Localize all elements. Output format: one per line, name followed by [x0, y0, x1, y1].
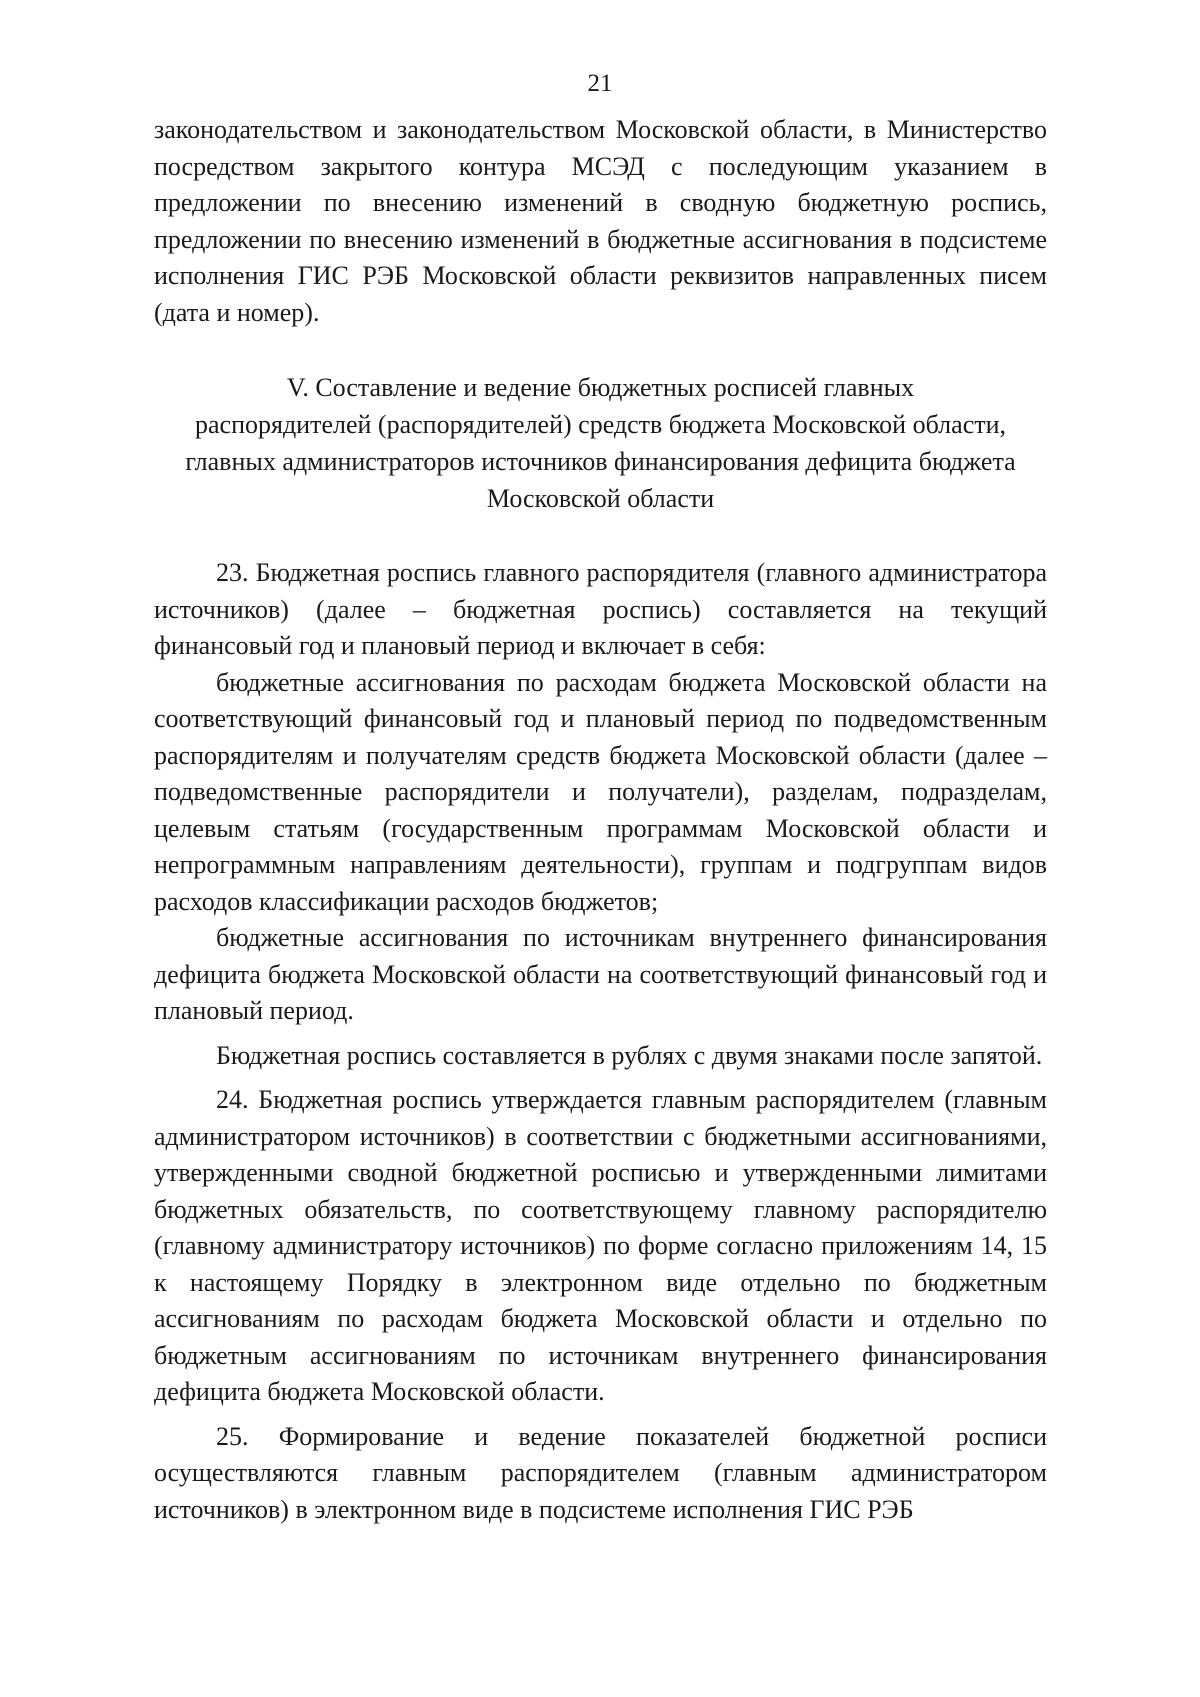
- intro-paragraph: законодательством и законодательством Московской области, в Министерство посредством закрытого контура МСЭД с последующим указанием в предложении по внесению изменений в сводную бюджетную роспись, предложении по внесению изменений в бюджетные ассигнования в подсистеме исполнения ГИС РЭБ Московской области реквизитов направленных писем (дата и номер).: [154, 115, 1047, 327]
- paragraph-23-expenses: бюджетные ассигнования по расходам бюджета Московской области на соответствующий финансовый год и плановый период по подведомственным распорядителям и получателям средств бюджета Московской области (далее – подведомственные распорядители и получатели), разделам, подразделам, целевым статьям (государственным программам Московской области и непрограммным направлениям деятельности), группам и подгруппам видов расходов классификации расходов бюджетов;: [154, 667, 1047, 916]
- document-body: [154, 112, 1047, 1528]
- paragraph-23: 23. Бюджетная роспись главного распорядителя (главного администратора источников) (далее – бюджетная роспись) составляется на текущий финансовый год и плановый период и включает в себя:: [154, 558, 1047, 660]
- paragraph-23-sources: бюджетные ассигнования по источникам внутреннего финансирования дефицита бюджета Московской области на соответствующий финансовый год и плановый период.: [154, 923, 1047, 1025]
- section-heading: [154, 369, 1047, 517]
- section-heading-line-4: Московской области: [486, 484, 715, 513]
- section-heading-line-2: распорядителей (распорядителей) средств бюджета Московской области,: [194, 410, 1007, 439]
- paragraph-24: 24. Бюджетная роспись утверждается главным распорядителем (главным администратором источников) в соответствии с бюджетными ассигнованиями, утвержденными сводной бюджетной росписью и утвержденными лимитами бюджетных обязательств, по соответствующему главному распорядителю (главному администратору источников) по форме согласно приложениям 14, 15 к настоящему Порядку в электронном виде отдельно по бюджетным ассигнованиям по расходам бюджета Московской области и отдельно по бюджетным ассигнованиям по источникам внутреннего финансирования дефицита бюджета Московской области.: [154, 1085, 1047, 1406]
- section-heading-line-1: V. Составление и ведение бюджетных росписей главных: [286, 373, 915, 402]
- paragraph-25: 25. Формирование и ведение показателей бюджетной росписи осуществляются главным распорядителем (главным администратором источников) в электронном виде в подсистеме исполнения ГИС РЭБ: [154, 1421, 1047, 1524]
- paragraph-23-rubles: Бюджетная роспись составляется в рублях с двумя знаками после запятой.: [216, 1040, 1043, 1070]
- page-number: 21: [587, 70, 613, 97]
- section-heading-line-3: главных администраторов источников финансирования дефицита бюджета: [185, 447, 1016, 476]
